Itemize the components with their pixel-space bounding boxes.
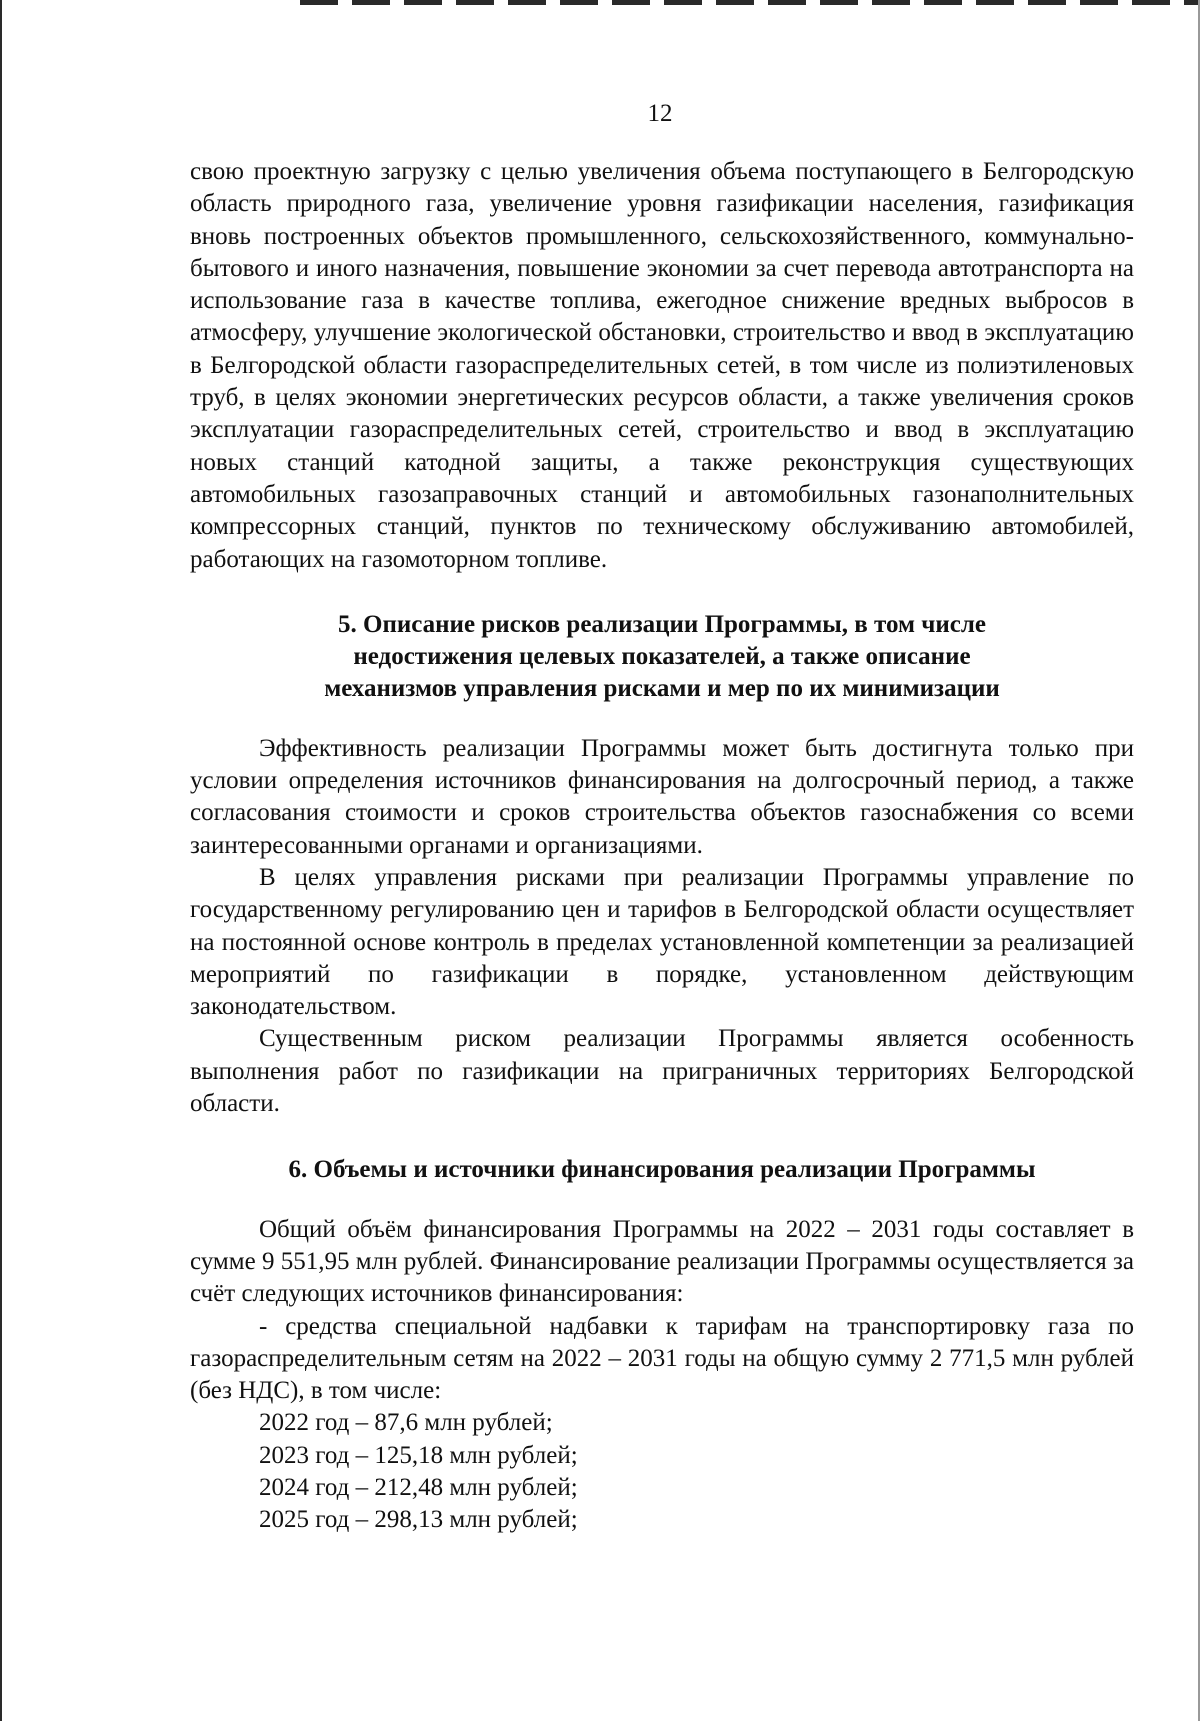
funding-year-2024: 2024 год – 212,48 млн рублей; [259,1473,578,1501]
section-5-heading-line-2: недостижения целевых показателей, а также описание [353,643,971,671]
section-5-paragraph-3: Существенным риском реализации Программы является особенность выполнения работ по газификации на приграничных территориях Белгородской области. [190,1025,1134,1118]
page-number: 12 [647,100,673,127]
section-6-heading: 6. Объемы и источники финансирования реализации Программы [288,1156,1036,1184]
scan-edge-left [0,0,2,1721]
scan-edge-top [300,0,1200,5]
section-5-paragraph-1: Эффективность реализации Программы может быть достигнута только при условии определения источников финансирования на долгосрочный период, а также согласования стоимости и сроков строительства объектов газоснабжения со всеми заинтересованными органами и организациями. [190,734,1134,859]
section-5-body [190,733,1134,1121]
section-5-heading-line-3: механизмов управления рисками и мер по их минимизации [324,675,1000,703]
section-6 [190,1154,1134,1186]
section-5-heading-line-1: 5. Описание рисков реализации Программы, в том числе [338,610,986,638]
funding-year-2022: 2022 год – 87,6 млн рублей; [259,1409,553,1437]
funding-year-2025: 2025 год – 298,13 млн рублей; [259,1506,578,1534]
funding-year-2023: 2023 год – 125,18 млн рублей; [259,1441,578,1469]
section-5 [190,609,1134,706]
section-6-body [190,1214,1134,1537]
section-5-paragraph-2: В целях управления рисками при реализации Программы управление по государственному регулированию цен и тарифов в Белгородской области осуществляет на постоянной основе контроль в пределах установленной компетенции за реализацией мероприятий по газификации в порядке, установленном действующим законодательством. [190,863,1134,1021]
document-body [190,156,1134,1537]
section-6-paragraph-1: Общий объём финансирования Программы на 2022 – 2031 годы составляет в сумме 9 551,95 млн рублей. Финансирование реализации Программы осуществляется за счёт следующих источников финансирования: [190,1215,1134,1308]
intro-paragraph: свою проектную загрузку с целью увеличения объема поступающего в Белгородскую область природного газа, увеличение уровня газификации населения, газификация вновь построенных объектов промышленного, сельскохозяйственного, коммунально-бытового и иного назначения, повышение экономии за счет перевода автотранспорта на использование газа в качестве топлива, ежегодное снижение вредных выбросов в атмосферу, улучшение экологической обстановки, строительство и ввод в эксплуатацию в Белгородской области газораспределительных сетей, в том числе из полиэтиленовых труб, в целях экономии энергетических ресурсов области, а также увеличения сроков эксплуатации газораспределительных сетей, строительство и ввод в эксплуатацию новых станций катодной защиты, а также реконструкция существующих автомобильных газозаправочных станций и автомобильных газонаполнительных компрессорных станций, пунктов по техническому обслуживанию автомобилей, работающих на газомоторном топливе. [190,158,1134,573]
section-6-paragraph-2: - средства специальной надбавки к тарифам на транспортировку газа по газораспределительным сетям на 2022 – 2031 годы на общую сумму 2 771,5 млн рублей (без НДС), в том числе: [190,1312,1134,1405]
